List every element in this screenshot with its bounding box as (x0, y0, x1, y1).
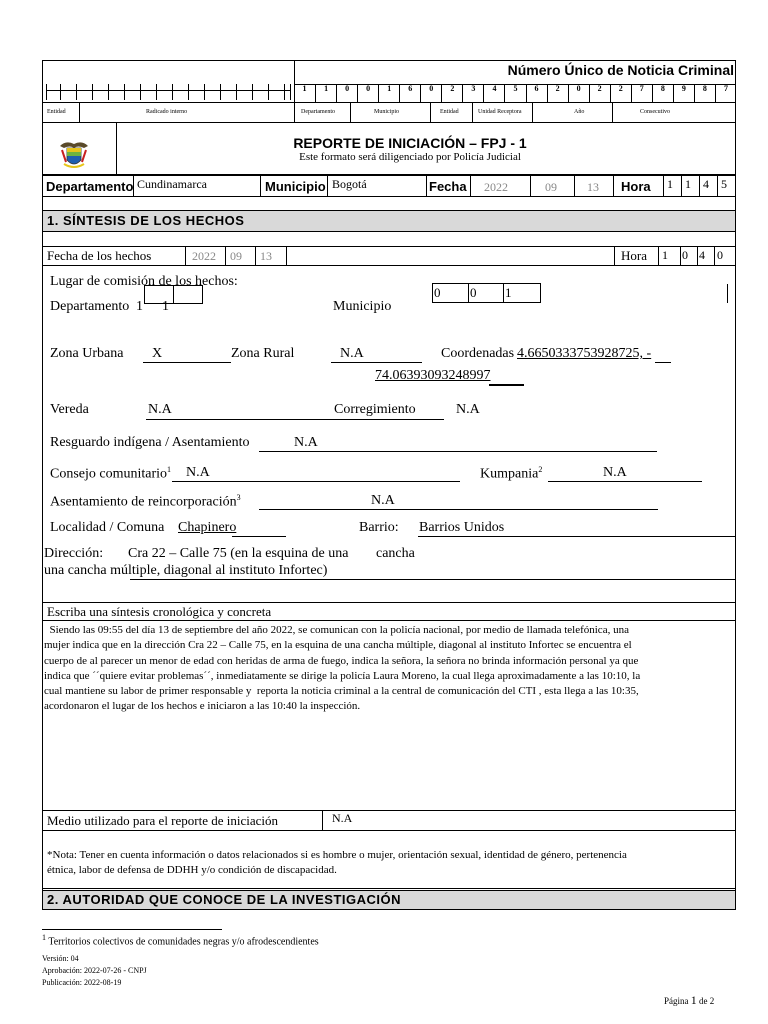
nunc-digit-cell[interactable]: 0 (568, 84, 589, 102)
radicado-cell-divider (290, 84, 291, 100)
section-1-title: 1. SÍNTESIS DE LOS HECHOS (42, 210, 736, 232)
coordenadas-value-2[interactable]: 74.06393093248997 (375, 368, 491, 383)
kumpania-value[interactable]: N.A (603, 465, 627, 480)
municipio-value[interactable]: Bogotá (332, 177, 367, 191)
fecha-hechos-label: Fecha de los hechos (47, 248, 152, 263)
sintesis-line: cuerpo de al parecer un menor de edad con heridas de arma de fuego, indica la señora, la señora no brinda información personal ya que (44, 654, 639, 667)
fecha-month[interactable]: 09 (545, 180, 557, 194)
consejo-value[interactable]: N.A (186, 465, 210, 480)
fecha-hechos-year[interactable]: 2022 (192, 249, 216, 263)
sintesis-line: indica que ´´quiere evitar problemas´´, inmediatamente se dirige la policía Laura Moreno, la cual llega aproximadamente a las 10:10, la (44, 669, 641, 682)
nunc-digit-cell[interactable]: 4 (483, 84, 504, 102)
radicado-cell-divider (124, 84, 125, 100)
radicado-cell-divider (220, 84, 221, 100)
nunc-digit-cell[interactable]: 0 (420, 84, 441, 102)
coordenadas-label: Coordenadas (441, 346, 515, 361)
form-title: REPORTE DE INICIACIÓN – FPJ - 1 (293, 135, 527, 151)
nunc-digit-cell[interactable]: 5 (504, 84, 525, 102)
fecha-hechos-month[interactable]: 09 (230, 249, 242, 263)
radicado-cell-divider (108, 84, 109, 100)
nunc-digit-cell[interactable]: 2 (589, 84, 610, 102)
kumpania-label: Kumpania$^2$ (480, 465, 543, 482)
radicado-cell-divider (252, 84, 253, 100)
nunc-digit-cell[interactable]: 7 (631, 84, 652, 102)
nunc-digit-cell[interactable]: 7 (715, 84, 736, 102)
radicado-cell-divider (156, 84, 157, 100)
colombia-coat-of-arms-icon (56, 138, 92, 172)
radicado-cell-divider (140, 84, 141, 100)
hora-digit-4[interactable]: 5 (721, 177, 727, 191)
hora-hechos-digit-2[interactable]: 0 (682, 248, 688, 262)
radicado-cell-divider (92, 84, 93, 100)
radicado-cell-divider (236, 84, 237, 100)
direccion-value-1[interactable]: Cra 22 – Calle 75 (en la esquina de una (128, 546, 349, 561)
fecha-day[interactable]: 13 (587, 180, 599, 194)
direccion-value-2[interactable]: una cancha múltiple, diagonal al instituto Infortec) (44, 563, 328, 578)
corregimiento-label: Corregimiento (334, 402, 416, 417)
nunc-digit-cell[interactable]: 1 (315, 84, 336, 102)
nunc-digit-cell[interactable]: 6 (399, 84, 420, 102)
coordenadas-value-1[interactable]: 4.6650333753928725, - (517, 346, 652, 361)
kumpania-footnote: 2 (538, 465, 543, 474)
hora-hechos-digit-3[interactable]: 4 (699, 248, 705, 262)
nunc-digit-cell[interactable]: 1 (302, 84, 307, 93)
footnote-number: 1 (42, 933, 46, 942)
lugar-municipio-digit-2[interactable]: 0 (470, 285, 477, 300)
sintesis-line: cual mantiene su labor de primer responsable y reporta la noticia criminal a la central de comunicación del CTI , esta llega a las 10:35, (44, 685, 639, 698)
nunc-digit-cell[interactable]: 8 (652, 84, 673, 102)
departamento-code-box[interactable] (144, 285, 174, 304)
label-ano: Año (574, 109, 585, 115)
footnote-text: Territorios colectivos de comunidades negras y/o afrodescendientes (48, 936, 319, 948)
sintesis-line: acordonaron el lugar de los hechos e iniciaron a las 10:40 la inspección. (44, 700, 361, 713)
nota-line-1: *Nota: Tener en cuenta información o datos relacionados si es hombre o mujer, orientación sexual, identidad de género, pertenencia (47, 849, 627, 861)
fecha-year[interactable]: 2022 (484, 180, 508, 194)
nunc-digit-cell[interactable]: 0 (336, 84, 357, 102)
radicado-cell-divider (172, 84, 173, 100)
sintesis-line: mujer indica que en la dirección Cra 22 – Calle 75, en la esquina de una cancha múltiple, diagonal al instituto Infortec se encuentra el (44, 639, 632, 652)
nunc-digit-cell[interactable]: 8 (694, 84, 715, 102)
radicado-cell-divider (46, 84, 47, 100)
nunc-digit-cell[interactable]: 3 (462, 84, 483, 102)
hora-hechos-digit-4[interactable]: 0 (717, 248, 723, 262)
publicacion-label: Publicación: 2022-08-19 (42, 978, 122, 987)
page-number: Página 1 de 2 (664, 993, 715, 1007)
direccion-value-1b[interactable]: cancha (376, 546, 415, 561)
consejo-label: Consejo comunitario$^1$ (50, 465, 172, 482)
aprobacion-label: Aprobación: 2022-07-26 - CNPJ (42, 966, 147, 975)
nunc-digit-cell[interactable]: 2 (547, 84, 568, 102)
asentamiento-footnote: 3 (236, 493, 241, 502)
corregimiento-value[interactable]: N.A (456, 402, 480, 417)
departamento-value[interactable]: Cundinamarca (137, 177, 207, 191)
barrio-label: Barrio: (359, 520, 399, 535)
lugar-municipio-digit-1[interactable]: 0 (434, 285, 441, 300)
vereda-value[interactable]: N.A (148, 402, 172, 417)
nunc-digit-cell[interactable]: 2 (441, 84, 462, 102)
hora-digit-1[interactable]: 1 (667, 177, 673, 191)
lugar-departamento-digit-2[interactable]: 1 (162, 299, 169, 314)
zona-rural-value[interactable]: N.A (340, 346, 364, 361)
lugar-label: Lugar de comisión de los hechos: (50, 274, 238, 289)
section-2-title: 2. AUTORIDAD QUE CONOCE DE LA INVESTIGACIÓN (42, 890, 736, 910)
label-unidad: Unidad Receptora (478, 109, 522, 115)
localidad-value[interactable]: Chapinero (178, 520, 237, 535)
fecha-hechos-day[interactable]: 13 (260, 249, 272, 263)
sintesis-label: Escriba una síntesis cronológica y concreta (47, 604, 272, 619)
fecha-label: Fecha (429, 179, 467, 194)
radicado-cell-divider (268, 84, 269, 100)
barrio-value[interactable]: Barrios Unidos (419, 520, 505, 535)
version-label: Versión: 04 (42, 954, 79, 963)
radicado-cell-divider (188, 84, 189, 100)
sintesis-line: Siendo las 09:55 del día 13 de septiembre del año 2022, se comunican con la policía nacional, por medio de llamada telefónica, una (44, 624, 629, 636)
hora-digit-2[interactable]: 1 (685, 177, 691, 191)
hora-hechos-digit-1[interactable]: 1 (662, 248, 668, 262)
nunc-digit-cell[interactable]: 1 (378, 84, 399, 102)
label-entidad: Entidad (47, 109, 66, 115)
nunc-digit-cell[interactable]: 0 (357, 84, 378, 102)
vereda-label: Vereda (50, 402, 89, 417)
label-consecutivo: Consecutivo (640, 109, 670, 115)
medio-value[interactable]: N.A (332, 811, 353, 825)
lugar-municipio-label: Municipio (333, 299, 392, 314)
nunc-digit-cell[interactable]: 2 (610, 84, 631, 102)
departamento-code-box-2[interactable] (173, 285, 203, 304)
medio-label: Medio utilizado para el reporte de iniciación (47, 813, 279, 828)
zona-urbana-value[interactable]: X (152, 346, 163, 361)
lugar-departamento-label: Departamento (50, 299, 130, 314)
nunc-digit-cell[interactable]: 9 (673, 84, 694, 102)
departamento-label: Departamento (46, 179, 134, 194)
zona-rural-label: Zona Rural (231, 346, 295, 361)
radicado-cell-divider (204, 84, 205, 100)
zona-urbana-label: Zona Urbana (50, 346, 124, 361)
radicado-cell-divider (284, 84, 285, 100)
sintesis-text[interactable] (44, 623, 734, 715)
radicado-cell-divider (60, 84, 61, 100)
asentamiento-value[interactable]: N.A (371, 493, 395, 508)
direccion-label: Dirección: (44, 546, 104, 561)
form-subtitle: Este formato será diligenciado por Policía Judicial (299, 151, 521, 163)
resguardo-value[interactable]: N.A (294, 435, 318, 450)
footnote-1 (42, 933, 319, 947)
consejo-footnote: 1 (167, 465, 172, 474)
nota-line-2: étnica, labor de defensa de DDHH y/o condición de discapacidad. (47, 864, 337, 876)
lugar-municipio-digit-3[interactable]: 1 (505, 285, 512, 300)
radicado-cell-divider (76, 84, 77, 100)
lugar-departamento-digit-1[interactable]: 1 (136, 299, 143, 314)
label-radicado: Radicado interno (146, 109, 188, 115)
asentamiento-label: Asentamiento de reincorporación$^3$ (50, 493, 241, 510)
nunc-title: Número Único de Noticia Criminal (507, 62, 734, 78)
nunc-digit-cell[interactable]: 6 (526, 84, 547, 102)
localidad-label: Localidad / Comuna (50, 520, 165, 535)
label-entidad-2: Entidad (440, 109, 459, 115)
label-departamento: Departamento (301, 109, 335, 115)
label-municipio: Municipio (374, 109, 399, 115)
hora-label: Hora (621, 179, 651, 194)
hora-hechos-label: Hora (621, 248, 647, 263)
hora-digit-3[interactable]: 4 (703, 177, 709, 191)
resguardo-label: Resguardo indígena / Asentamiento (50, 435, 250, 450)
municipio-label: Municipio (265, 179, 326, 194)
